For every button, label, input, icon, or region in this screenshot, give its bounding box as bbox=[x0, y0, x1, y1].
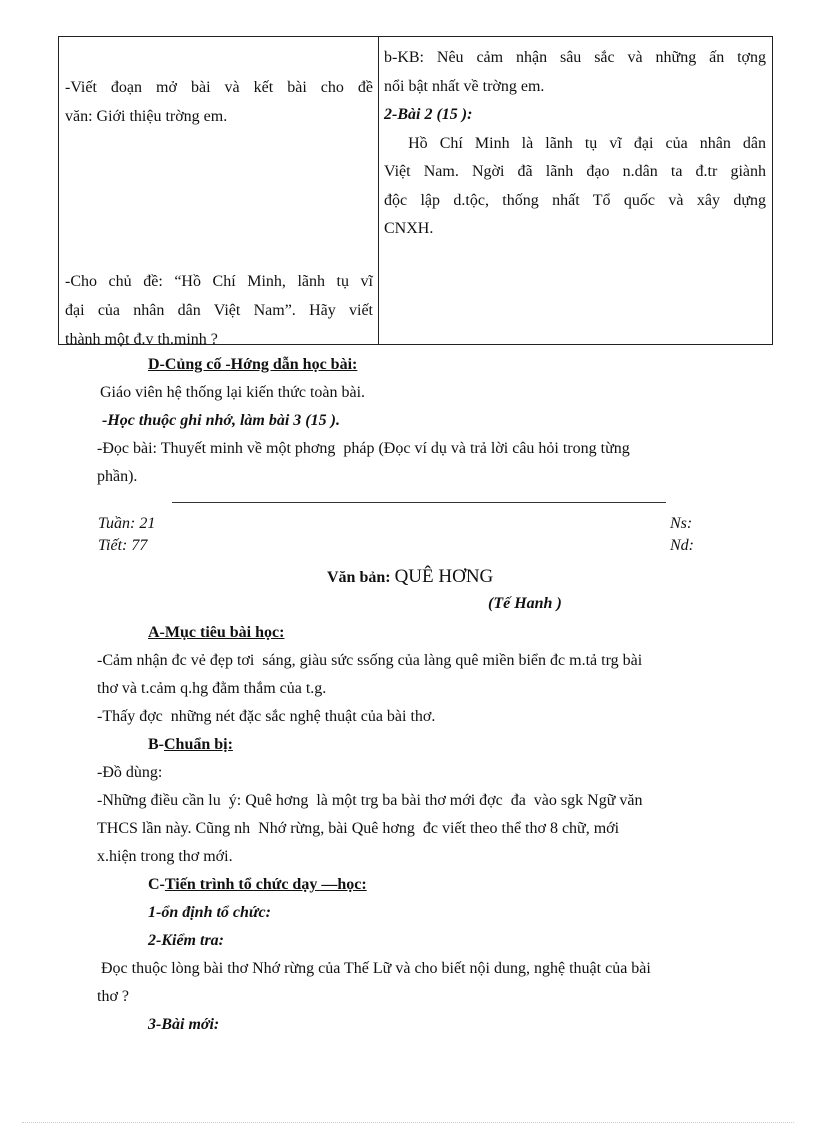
table-divider bbox=[378, 37, 379, 344]
right-cell-line: nổi bật nhất về trờng em. bbox=[384, 77, 545, 95]
left-cell-paragraph-1 bbox=[65, 73, 373, 131]
left-cell-line: thành một đ.v th.minh ? bbox=[65, 331, 218, 348]
nd-label: Nd: bbox=[670, 537, 694, 554]
title-prefix: Văn bản: bbox=[327, 569, 391, 586]
section-a-line: -Cảm nhận đc vẻ đẹp tơi sáng, giàu sức ssống của làng quê miền biển đc m.tả trg bài bbox=[97, 652, 643, 669]
section-b-line: x.hiện trong thơ mới. bbox=[97, 848, 233, 865]
right-cell-line: độc lập d.tộc, thống nhất Tổ quốc và xây dựng bbox=[384, 191, 766, 209]
right-cell bbox=[384, 44, 766, 244]
period-label: Tiết: 77 bbox=[98, 537, 148, 554]
section-c-heading bbox=[148, 876, 367, 894]
right-cell-line: Việt Nam. Ngời đã lãnh đạo n.dân ta đ.tr giành bbox=[384, 163, 766, 180]
section-c-prefix: C- bbox=[148, 876, 165, 893]
section-c-line: Đọc thuộc lòng bài thơ Nhớ rừng của Thế Lữ và cho biết nội dung, nghệ thuật của bài bbox=[97, 960, 651, 977]
section-c-step: 2-Kiểm tra: bbox=[148, 932, 224, 949]
section-c-line: thơ ? bbox=[97, 988, 130, 1005]
section-c-step: 1-ổn định tổ chức: bbox=[148, 904, 271, 921]
section-b-title: Chuẩn bị: bbox=[164, 736, 233, 753]
separator-line bbox=[172, 502, 666, 503]
right-cell-line: CNXH. bbox=[384, 220, 434, 237]
title-name: QUÊ HƠNG bbox=[394, 566, 494, 587]
section-d-line: -Đọc bài: Thuyết minh về một phơng pháp (Đọc ví dụ và trả lời câu hỏi trong từng bbox=[97, 440, 630, 457]
section-b-line: THCS lần này. Cũng nh Nhớ rừng, bài Quê hơng đc viết theo thể thơ 8 chữ, mới bbox=[97, 820, 620, 837]
section-d-line: Giáo viên hệ thống lại kiến thức toàn bài. bbox=[100, 384, 366, 401]
left-cell-line: văn: Giới thiệu trờng em. bbox=[65, 108, 228, 125]
left-cell-line: đại của nhân dân Việt Nam”. Hãy viết bbox=[65, 302, 373, 319]
left-cell-line: -Viết đoạn mở bài và kết bài cho đề bbox=[65, 79, 373, 96]
right-cell-line: Hồ Chí Minh là lãnh tụ vĩ đại của nhân dân bbox=[384, 134, 766, 152]
section-a-line: thơ và t.cảm q.hg đằm thắm của t.g. bbox=[97, 680, 327, 697]
left-cell-line: -Cho chủ đề: “Hồ Chí Minh, lãnh tụ vĩ bbox=[65, 273, 373, 290]
section-b-line: -Những điều cần lu ý: Quê hơng là một trg ba bài thơ mới đợc đa vào sgk Ngữ văn bbox=[97, 792, 643, 809]
section-d-heading: D-Củng cố -Hớng dẫn học bài: bbox=[148, 356, 358, 373]
right-cell-line: b-KB: Nêu cảm nhận sâu sắc và những ấn tợng bbox=[384, 49, 766, 66]
week-label: Tuần: 21 bbox=[98, 515, 156, 532]
section-d-line: -Học thuộc ghi nhớ, làm bài 3 (15 ). bbox=[102, 412, 340, 429]
section-b-line: -Đồ dùng: bbox=[97, 764, 163, 781]
section-c-step: 3-Bài mới: bbox=[148, 1016, 220, 1033]
title-author: (Tế Hanh ) bbox=[488, 595, 562, 612]
section-c-title: Tiến trình tổ chức dạy —học: bbox=[164, 876, 367, 893]
section-a-line: -Thấy đợc những nét đặc sắc nghệ thuật của bài thơ. bbox=[97, 708, 436, 725]
section-b-heading bbox=[148, 736, 233, 754]
page-title bbox=[327, 566, 493, 588]
section-d-line: phần). bbox=[97, 468, 138, 485]
left-cell-paragraph-2 bbox=[65, 267, 373, 354]
section-a-heading: A-Mục tiêu bài học: bbox=[148, 624, 285, 641]
right-cell-heading: 2-Bài 2 (15 ): bbox=[384, 106, 473, 123]
section-b-prefix: B- bbox=[148, 736, 164, 753]
lesson-table bbox=[58, 36, 773, 348]
ns-label: Ns: bbox=[670, 515, 693, 532]
